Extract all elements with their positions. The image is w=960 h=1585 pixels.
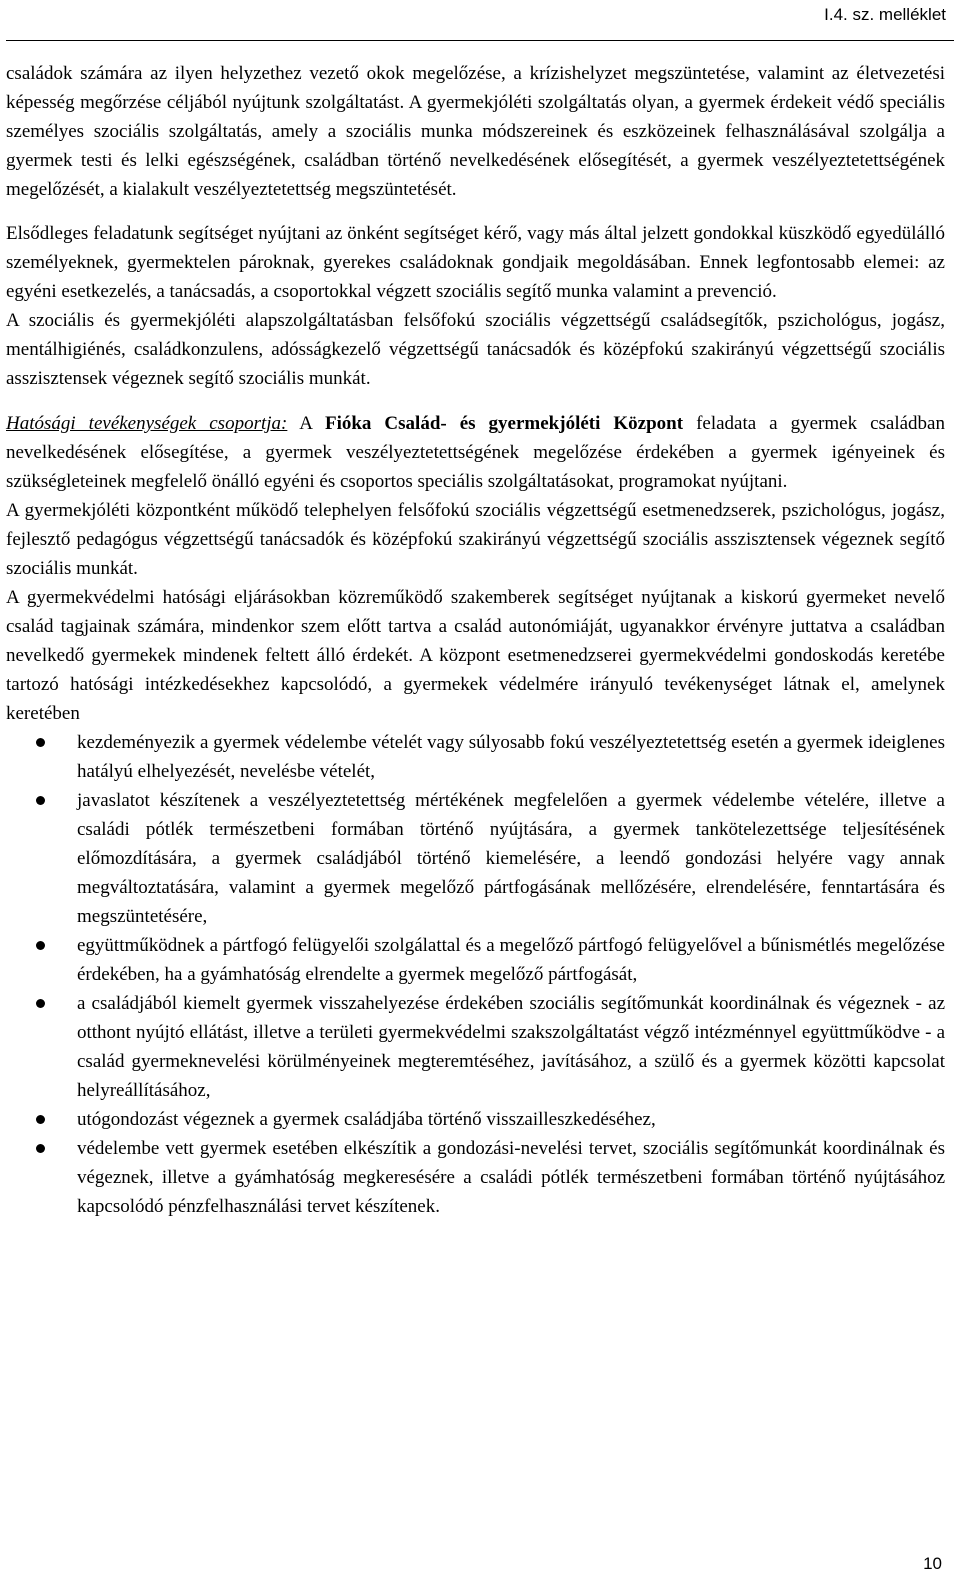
list-item-text: utógondozást végeznek a gyermek családjába történő visszailleszkedéséhez, bbox=[77, 1109, 656, 1130]
task-list bbox=[6, 728, 945, 1221]
paragraph-6: A gyermekvédelmi hatósági eljárásokban közreműködő szakemberek segítséget nyújtanak a kiskorú gyermeket nevelő család tagjainak számára, mindenkor szem előtt tartva a család autonómiáját, ugyanakkor érvényre juttatva a családban nevelkedő gyermekek mindenek feltett álló érdekét. A központ esetmenedzserei gyermekvédelmi gondoskodás keretébe tartozó hatósági intézkedésekhez kapcsolódó, a gyermekek védelmére irányuló tevékenységet látnak el, amelynek keretében bbox=[6, 587, 945, 724]
paragraph-5: A gyermekjóléti központként működő telephelyen felsőfokú szociális végzettségű esetmenedzserek, pszichológus, jogász, fejlesztő pedagógus végzettségű tanácsadók és középfokú szakirányú végzettségű szociális asszisztensek végeznek segítő szociális munkát. bbox=[6, 500, 945, 579]
list-item-text: kezdeményezik a gyermek védelembe vételét vagy súlyosabb fokú veszélyeztetettség esetén a gyermek ideiglenes hatályú elhelyezését, nevelésbe vételét, bbox=[77, 732, 945, 782]
list-item bbox=[6, 931, 945, 989]
list-item-text: védelembe vett gyermek esetében elkészítik a gondozási-nevelési tervet, szociális segítőmunkát koordinálnak és végeznek, illetve a gyámhatóság megkeresésére a családi pótlék természetbeni formában történő nyújtásához kapcsolódó pénzfelhasználási tervet készítenek. bbox=[77, 1138, 945, 1217]
bullet-icon bbox=[36, 1115, 45, 1124]
list-item-text: javaslatot készítenek a veszélyeztetettség mértékének megfelelően a gyermek védelembe vételére, illetve a családi pótlék természetbeni formában történő nyújtására, a gyermek tankötelezettsége teljesítésének előmozdítására, a gyermek családjából történő kiemelésére, a leendő gondozási helyére vagy annak megváltoztatására, valamint a gyermek megelőző pártfogásának mellőzésére, elrendelésére, fenntartására és megszüntetésére, bbox=[77, 790, 945, 927]
paragraph-4-lead: A bbox=[287, 413, 325, 434]
bullet-icon bbox=[36, 999, 45, 1008]
institution-name: Fióka Család- és gyermekjóléti Központ bbox=[324, 413, 684, 434]
bullet-icon bbox=[36, 1144, 45, 1153]
paragraph-3: A szociális és gyermekjóléti alapszolgáltatásban felsőfokú szociális végzettségű családsegítők, pszichológus, jogász, mentálhigiénés, családkonzulens, adósságkezelő végzettségű tanácsadók és középfokú szakirányú végzettségű szociális asszisztensek végeznek segítő szociális munkát. bbox=[6, 310, 945, 389]
list-item bbox=[6, 786, 945, 931]
bullet-icon bbox=[36, 941, 45, 950]
paragraph-2: Elsődleges feladatunk segítséget nyújtani az önként segítséget kérő, vagy más által jelzett gondokkal küszködő egyedülálló személyeknek, gyermektelen pároknak, gyerekes családoknak gondjaik megoldásában. Ennek legfontosabb elemei: az egyéni esetkezelés, a tanácsadás, a csoportokkal végzett szociális segítő munka valamint a prevenció. bbox=[6, 223, 945, 302]
page-number: 10 bbox=[923, 1554, 942, 1573]
list-item-text: együttműködnek a pártfogó felügyelői szolgálattal és a megelőző pártfogó felügyelővel a bűnismétlés megelőzése érdekében, ha a gyámhatóság elrendelte a gyermek megelőző pártfogását, bbox=[77, 935, 945, 985]
list-item bbox=[6, 728, 945, 786]
list-item bbox=[6, 989, 945, 1105]
bullet-icon bbox=[36, 738, 45, 747]
list-item bbox=[6, 1134, 945, 1221]
paragraph-4 bbox=[6, 409, 945, 496]
header-rule bbox=[6, 40, 954, 41]
paragraph-4-text: feladata a gyermek családban nevelkedésének elősegítése, a gyermek veszélyeztetettségének megelőzése érdekében a gyermek igényeinek és szükségleteinek megfelelő önálló egyéni és csoportos speciális szolgáltatásokat, programokat nyújtani. bbox=[6, 413, 945, 492]
document-body bbox=[6, 59, 945, 1221]
list-item bbox=[6, 1105, 945, 1134]
annex-label: I.4. sz. melléklet bbox=[824, 5, 946, 24]
section-label: Hatósági tevékenységek csoportja: bbox=[6, 413, 288, 434]
bullet-icon bbox=[36, 796, 45, 805]
paragraph-1: családok számára az ilyen helyzethez vezető okok megelőzése, a krízishelyzet megszüntetése, valamint az életvezetési képesség megőrzése céljából nyújtunk szolgáltatást. A gyermekjóléti szolgáltatás olyan, a gyermek érdekeit védő speciális személyes szociális szolgáltatás, amely a szociális munka módszereinek és eszközeinek felhasználásával szolgálja a gyermek testi és lelki egészségének, családban történő nevelkedésének elősegítését, a gyermek veszélyeztetettségének megelőzését, a kialakult veszélyeztetettség megszüntetését. bbox=[6, 63, 945, 200]
list-item-text: a családjából kiemelt gyermek visszahelyezése érdekében szociális segítőmunkát koordinálnak és végeznek - az otthont nyújtó ellátást, illetve a területi gyermekvédelmi szakszolgáltatást végző intézménnyel együttműködve - a család gyermeknevelési körülményeinek megteremtéséhez, javításához, a szülő és a gyermek közötti kapcsolat helyreállításához, bbox=[77, 993, 945, 1101]
